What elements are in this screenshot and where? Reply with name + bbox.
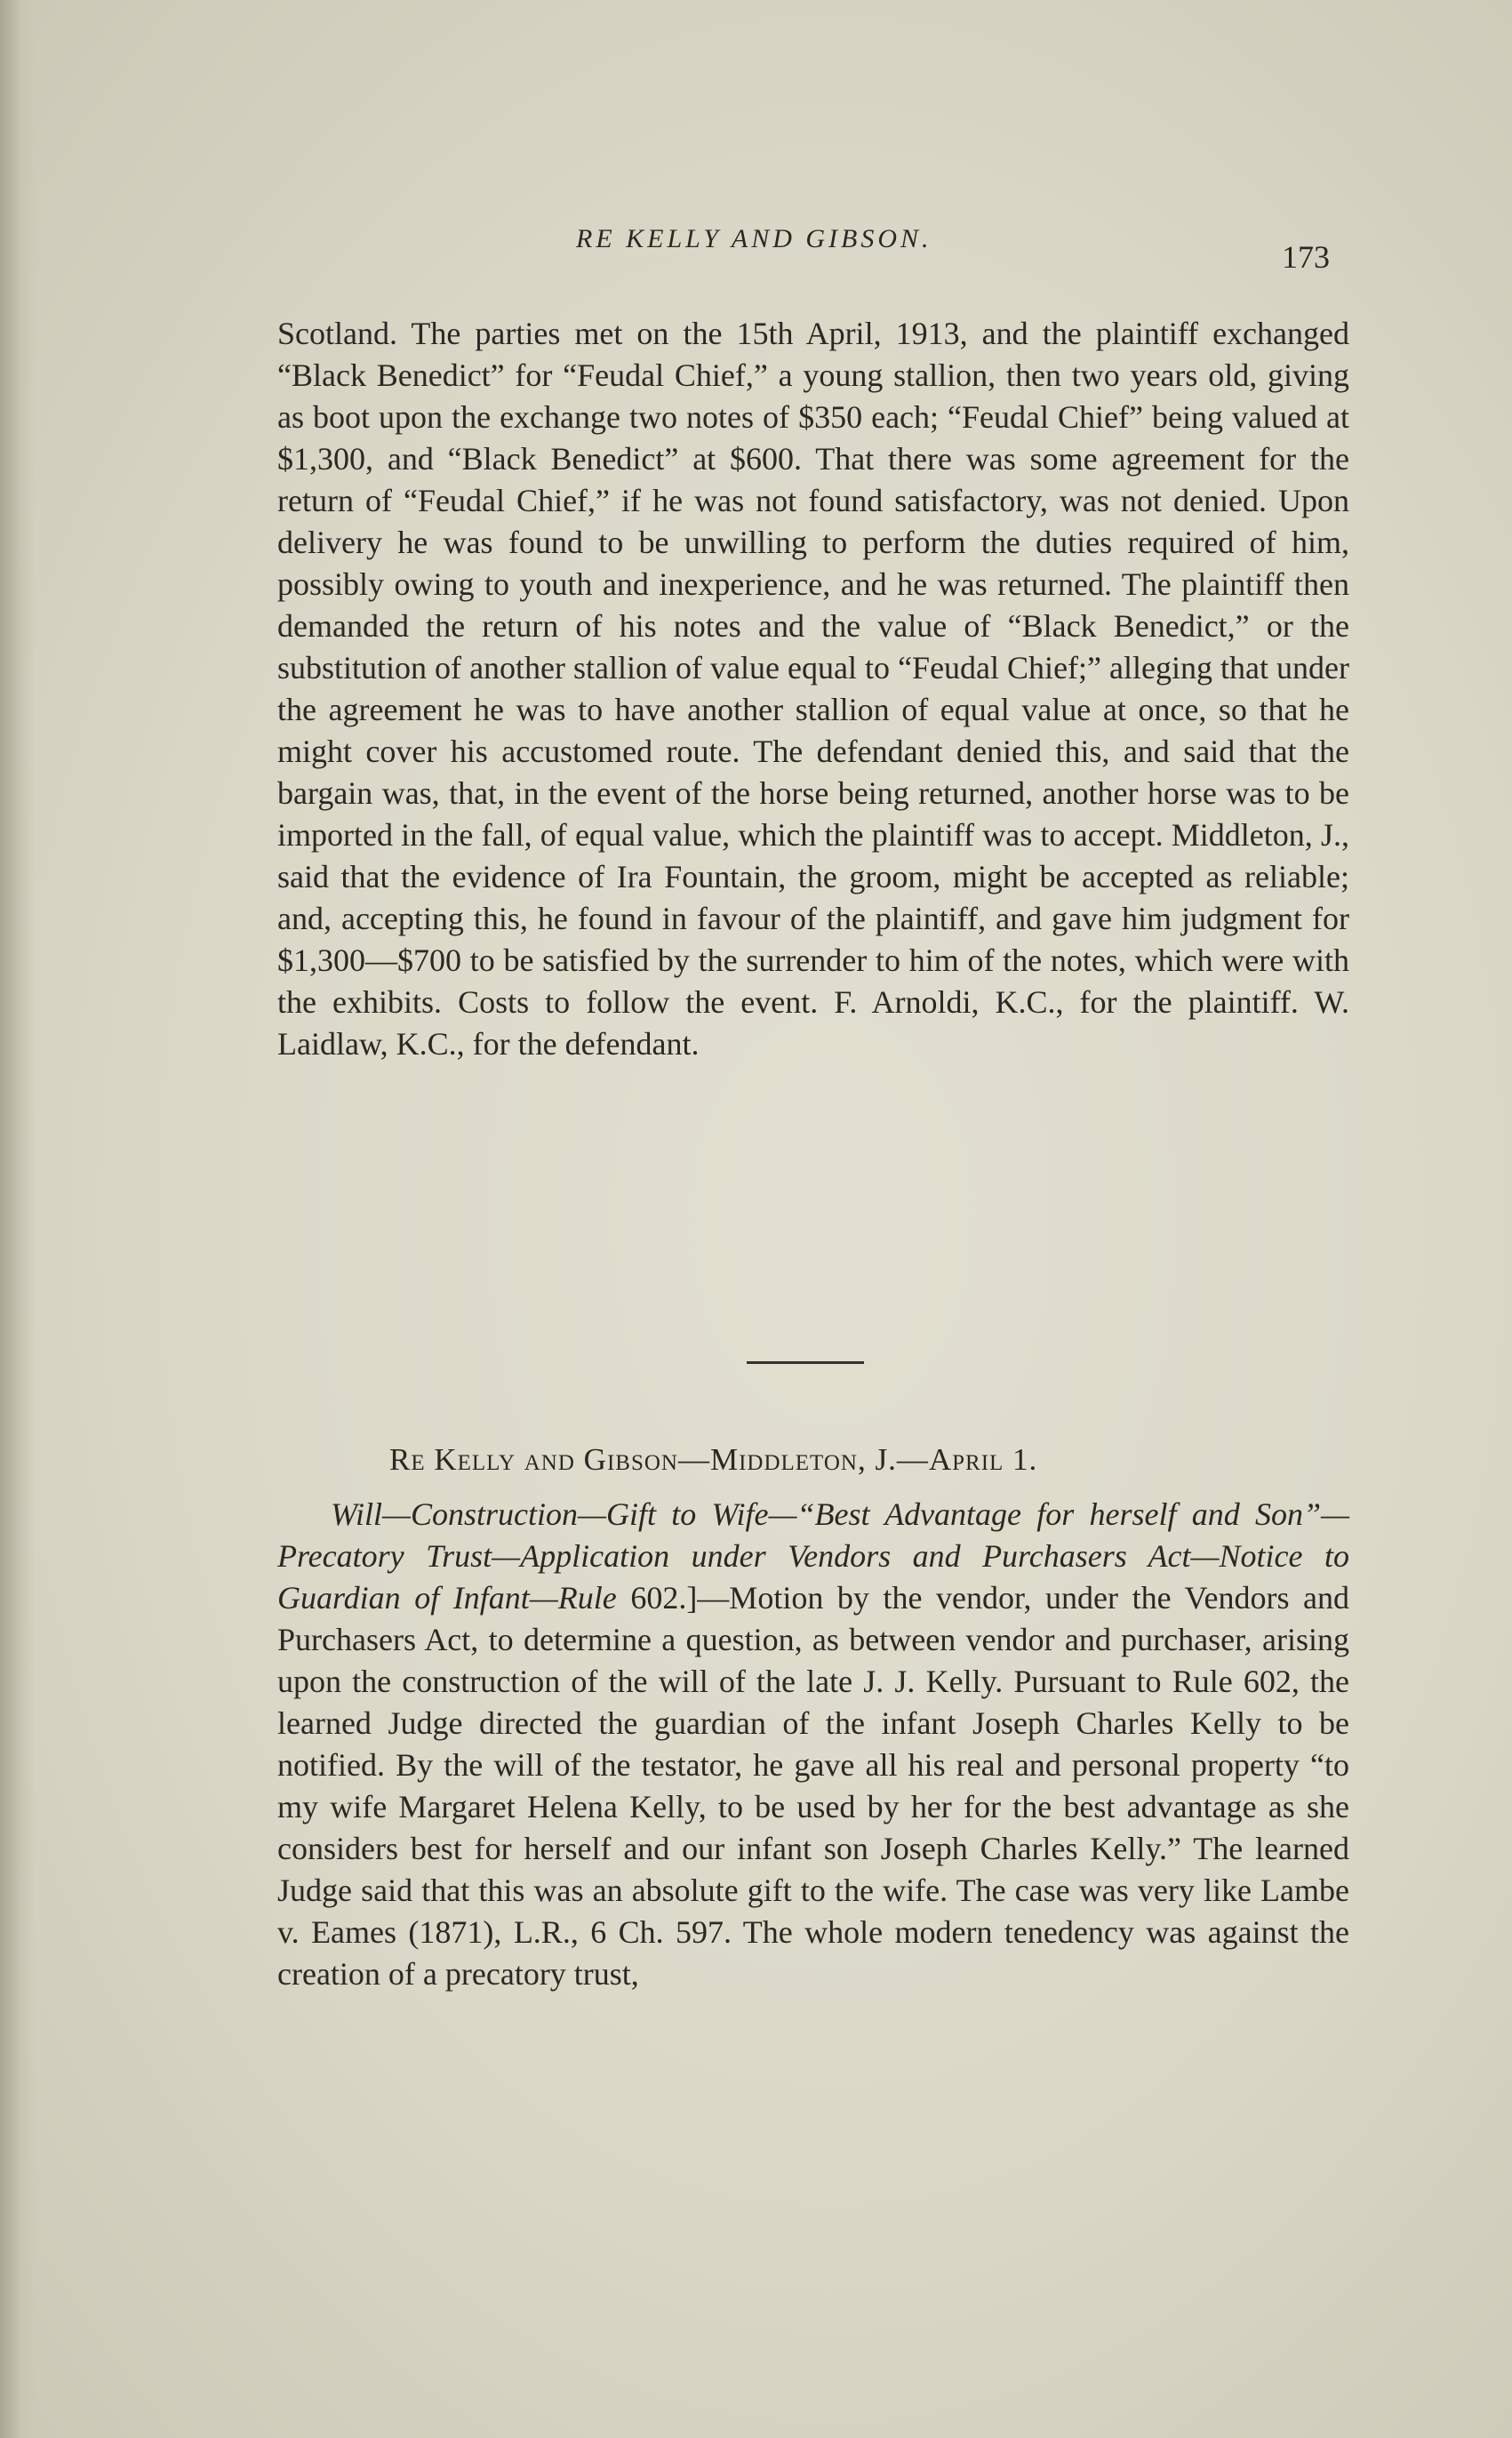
case-heading: Re Kelly and Gibson—Middleton, J.—April 1. <box>389 1442 1038 1477</box>
page-gutter-shadow <box>0 0 36 2438</box>
case-body-text: 602.]—Motion by the vendor, under the Vendors and Purchasers Act, to determine a question, as between vendor and purchaser, arising upon the construction of the will of the late J. J. Kelly. Pursuant to Rule 602, the learned Judge directed the guardian of the infant Joseph Charles Kelly to be notified. By the will of the testator, he gave all his real and personal property “to my wife Margaret Helena Kelly, to be used by her for the best advantage as she considers best for herself and our infant son Joseph Charles Kelly.” The learned Judge said that this was an absolute gift to the wife. The case was very like Lambe v. Eames (1871), L.R., 6 Ch. 597. The whole modern tenedency was against the creation of a precatory trust, <box>277 1580 1349 1992</box>
page-number: 173 <box>1282 239 1330 275</box>
case-report-paragraph: Scotland. The parties met on the 15th April, 1913, and the plaintiff exchanged “Black Benedict” for “Feudal Chief,” a young stallion, then two years old, giving as boot upon the exchange two notes of $350 each; “Feudal Chief” being valued at $1,300, and “Black Benedict” at $600. That there was some agreement for the return of “Feudal Chief,” if he was not found satisfactory, was not denied. Upon delivery he was found to be unwilling to perform the duties required of him, possibly owing to youth and inexperience, and he was returned. The plaintiff then demanded the return of his notes and the value of “Black Benedict,” or the substitution of another stallion of value equal to “Feudal Chief;” alleging that under the agreement he was to have another stallion of equal value at once, so that he might cover his accustomed route. The defendant denied this, and said that the bargain was, that, in the event of the horse being returned, another horse was to be imported in the fall, of equal value, which the plaintiff was to accept. Middleton, J., said that the evidence of Ira Fountain, the groom, might be accepted as reliable; and, accepting this, he found in favour of the plaintiff, and gave him judgment for $1,300—$700 to be satisfied by the surrender to him of the notes, which were with the exhibits. Costs to follow the event. F. Arnoldi, K.C., for the plaintiff. W. Laidlaw, K.C., for the defendant. <box>277 316 1349 1062</box>
running-head: RE KELLY AND GIBSON. <box>576 224 932 253</box>
section-divider <box>747 1361 864 1364</box>
case-report-paragraph-second <box>277 1494 1349 1995</box>
case-catchwords: Will—Construction—Gift to Wife—“Best Advantage for herself and Son”—Precatory Trust—Application under Vendors and Purchasers Act—Notice to Guardian of Infant—Rule <box>277 1496 1349 1616</box>
